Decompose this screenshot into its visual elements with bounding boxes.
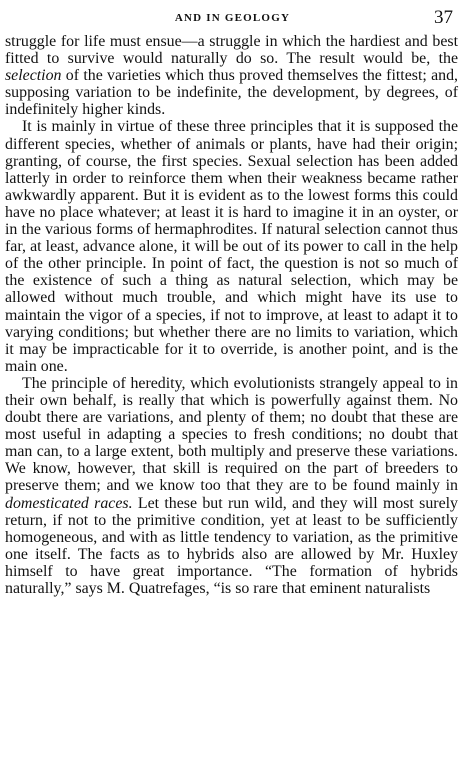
running-head [0, 8, 465, 28]
text-run: struggle for life must ensue—a struggle in which the hardiest and best fitted to survive would naturally do so. The result would be, the [5, 33, 458, 68]
text-run: It is mainly in virtue of these three principles that it is supposed the different species, whether of animals or plants, have had their origin; granting, of course, the first species. Sexual selection has been added latterly in order to reinforce them when their weakness became rather awkwardly apparent. But it is evident as to the lowest forms this could have no place whatever; at least it is hard to imagine it in an oyster, or in the various forms of hermaphrodites. If natural selection cannot thus far, at least, advance alone, it will be out of its power to call in the help of the other principle. In point of fact, the question is not so much of the existence of such a thing as natural selection, which may be allowed without much trouble, and which might have its use to maintain the vigor of a species, if not to improve, at least to adapt it to varying conditions; but whether there are no limits to variation, which it may be impracticable for it to override, is another point, and is the main one. [5, 118, 458, 375]
body-text [5, 33, 458, 597]
paragraph [5, 33, 458, 118]
text-run: The principle of heredity, which evolutionists strangely appeal to in their own behalf, is really that which is powerfully against them. No doubt there are variations, and plenty of them; no doubt that these are most useful in adapting a species to fresh conditions; no doubt that man can, to a large extent, both multiply and preserve these variations. We know, however, that skill is required on the part of breeders to preserve them; and we know too that they are to be found mainly in [5, 374, 458, 495]
running-title: AND IN GEOLOGY [174, 12, 291, 24]
italic-text: selection [5, 67, 62, 85]
page-number: 37 [434, 7, 453, 28]
italic-text: domesticated races. [5, 494, 133, 512]
paragraph [5, 118, 458, 374]
text-run: of the varieties which thus proved themselves the fittest; and, supposing variation to be indefinite, the development, by degrees, of indefinitely higher kinds. [5, 67, 458, 119]
paragraph [5, 375, 458, 597]
text-run: Let these but run wild, and they will most surely return, if not to the primitive condition, yet at least to be sufficiently homogeneous, and with as little tendency to variation, as the primitive one itself. The facts as to hybrids also are allowed by Mr. Huxley himself to have great importance. “The formation of hybrids naturally,” says M. Quatrefages, “is so rare that eminent naturalists [5, 494, 458, 597]
